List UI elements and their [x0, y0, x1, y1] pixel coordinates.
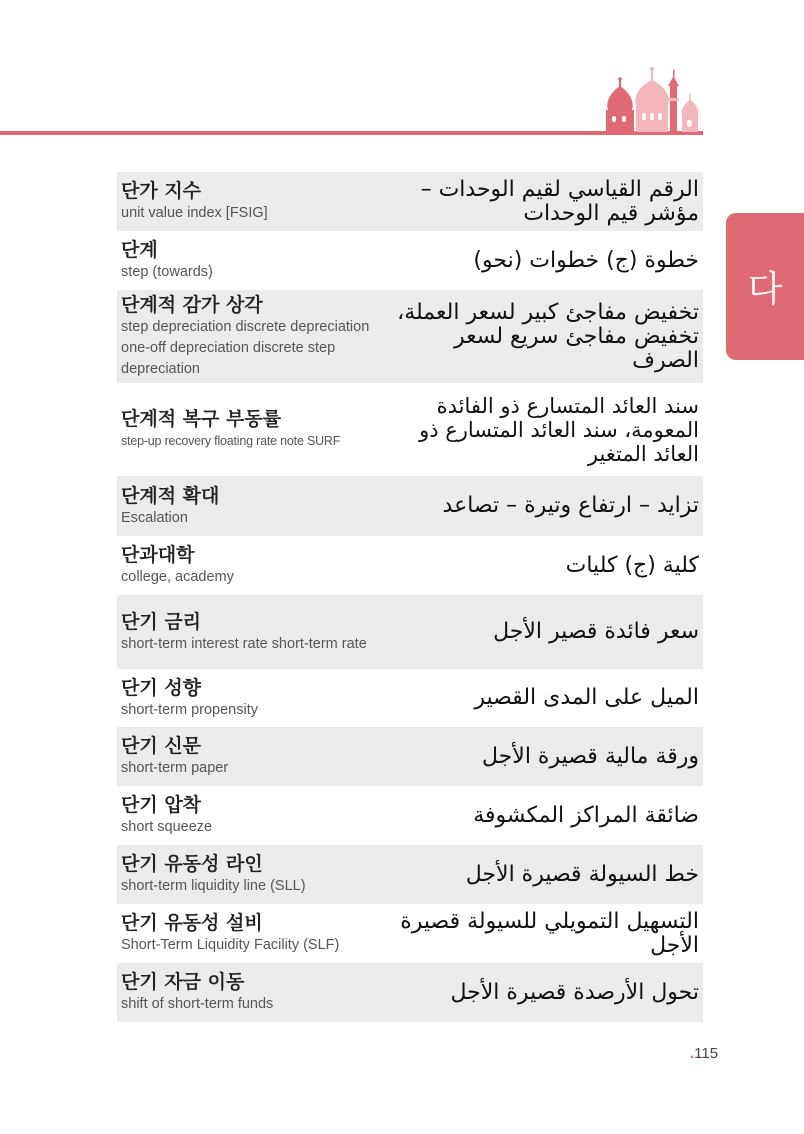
korean-term: 단기 성향	[121, 676, 202, 699]
korean-term: 단기 유동성 설비	[121, 912, 263, 934]
arabic-term: ورقة مالية قصيرة الأجل	[482, 743, 699, 769]
glossary-row	[117, 536, 703, 595]
english-term: short-term liquidity line (SLL)	[121, 878, 306, 894]
english-term: unit value index [FSIG]	[121, 205, 268, 221]
glossary-row	[117, 786, 703, 845]
korean-term: 단기 금리	[121, 610, 202, 633]
english-term: step-up recovery floating rate note SURF	[121, 434, 341, 448]
korean-term: 단기 유동성 라인	[121, 853, 263, 875]
korean-term: 단과대학	[121, 544, 195, 566]
glossary-row	[117, 845, 703, 904]
glossary-table	[117, 172, 703, 1022]
arabic-term: التسهيل التمويلي للسيولة قصيرة الأجل	[400, 908, 699, 958]
page-number-dot: .	[690, 1045, 695, 1062]
arabic-term: تخفيض مفاجئ كبير لسعر العملة، تخفيض مفاجئ سريع لسعر الصرف	[397, 299, 699, 373]
arabic-term: الرقم القياسي لقيم الوحدات – مؤشر قيم الوحدات	[420, 176, 699, 226]
english-term: college, academy	[121, 569, 234, 585]
glossary-row	[117, 172, 703, 231]
page-number	[690, 1045, 718, 1062]
chapter-index-label: 다	[747, 269, 783, 310]
glossary-row	[117, 595, 703, 669]
glossary-row	[117, 383, 703, 476]
english-term: Escalation	[121, 509, 188, 526]
arabic-term: ضائقة المراكز المكشوفة	[473, 802, 699, 828]
arabic-term: كلية (ج) كليات	[565, 552, 699, 578]
english-term: shift of short-term funds	[121, 996, 274, 1012]
arabic-term: الميل على المدى القصير	[474, 685, 699, 710]
english-term: step depreciation discrete depreciation one-off depreciation discrete step depreciation	[121, 319, 370, 377]
korean-term: 단계	[121, 239, 158, 261]
glossary-row	[117, 963, 703, 1022]
arabic-term: تزايد – ارتفاع وتيرة – تصاعد	[442, 493, 699, 518]
glossary-row	[117, 476, 703, 536]
glossary-row	[117, 727, 703, 786]
mosque-illustration-icon	[598, 58, 704, 134]
english-term: short-term paper	[121, 760, 229, 776]
english-term: short-term interest rate short-term rate	[121, 635, 367, 652]
glossary-row	[117, 904, 703, 963]
arabic-term: سعر فائدة قصير الأجل	[493, 619, 699, 644]
glossary-row	[117, 231, 703, 290]
english-term: Short-Term Liquidity Facility (SLF)	[121, 937, 340, 953]
glossary-row	[117, 669, 703, 727]
korean-term: 단계적 복구 부동률	[121, 408, 282, 430]
english-term: short-term propensity	[121, 701, 258, 718]
korean-term: 단계적 감가 상각	[121, 294, 263, 316]
english-term: short squeeze	[121, 819, 213, 835]
arabic-term: تحول الأرصدة قصيرة الأجل	[450, 979, 699, 1005]
korean-term: 단기 자금 이동	[121, 971, 245, 993]
arabic-term: سند العائد المتسارع ذو الفائدة المعومة، سند العائد المتسارع ذو العائد المتغير	[419, 393, 699, 466]
arabic-term: خط السيولة قصيرة الأجل	[465, 861, 699, 887]
korean-term: 단가 지수	[121, 180, 202, 202]
arabic-term: خطوة (ج) خطوات (نحو)	[473, 247, 699, 273]
english-term: step (towards)	[121, 264, 213, 280]
glossary-row	[117, 290, 703, 383]
korean-term: 단기 신문	[121, 735, 202, 757]
page-number-value: 115	[694, 1045, 719, 1062]
korean-term: 단계적 확대	[121, 484, 220, 507]
korean-term: 단기 압착	[121, 794, 202, 816]
chapter-index-tab[interactable]	[726, 213, 804, 360]
